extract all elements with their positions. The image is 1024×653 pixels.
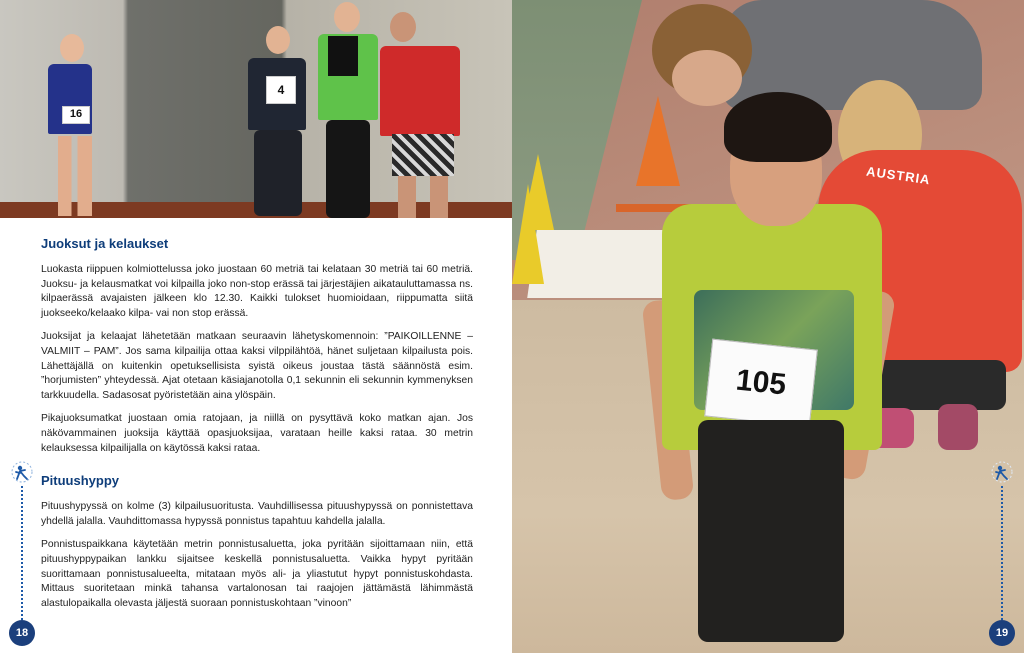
kid-pants [698, 420, 844, 642]
left-page-text [41, 236, 473, 620]
runner-bib-16: 16 [62, 106, 90, 124]
kid-bib: 105 [704, 339, 818, 428]
runner-red-shirt [370, 12, 480, 218]
running-photo [0, 0, 512, 218]
page-number-left: 18 [9, 620, 35, 646]
runner-bib-4: 4 [266, 76, 296, 104]
paragraph: Ponnistuspaikkana käytetään metrin ponnistusaluetta, joka pyritään sijoittamaan niin, että pituushyppypaikan lankku sijaitsee keskellä ponnistusaluetta. Vaikka hypyt pyritään suorittamaan ponnistusalueelta, mitataan myös ali- ja yliastutut hypyt ponnistuskohdasta. Mittaus suoritetaan minkä tahansa vartalonosan tai raajojen jättämästä lähimmästä alastulopaikalla olevasta jäljestä suoraan ponnistuskohtaan ”vinoon” [41, 539, 473, 609]
page-marker-line [21, 486, 23, 620]
pink-shoe [938, 404, 978, 450]
section-title-pituushyppy: Pituushyppy [41, 473, 120, 489]
mascot-icon [11, 461, 33, 483]
paragraph: Juoksijat ja kelaajat lähetetään matkaan seuraavin lähetyskomennoin: ”PAIKOILLENNE – VALMIIT – PAM”. Jos sama kilpailija ottaa kaksi vilppilähtöä, hänet suljetaan kilpailusta pois. Lähettäjällä on kuitenkin opetuksellisista syistä oikeus joustaa tästä säännöstä esim. ”horjumisten” yhteydessä. Ajat otetaan käsiajanotolla 0,1 sekunnin eli sekunnin kymmenyksen tarkkuudella. Sadasosat pyöristetään aina ylöspäin. [41, 331, 473, 401]
paragraph: Luokasta riippuen kolmiottelussa joko juostaan 60 metriä tai kelataan 30 metriä tai 60 metriä. Juoksu- ja kelausmatkat voi kilpailla joko non-stop erässä tai järjestäjien aikatauluttamassa ns. kilpaerässä avajaisten jälkeen klo 12.30. Kaikki tulokset huomioidaan, riippumatta siitä juokseeko/kelaako kilpa- vai non stop erässä. [41, 264, 473, 319]
right-page-photo [512, 0, 1024, 653]
page-marker-line [1001, 486, 1003, 620]
mascot-icon [991, 461, 1013, 483]
runner-girl [44, 34, 134, 218]
page-number-right: 19 [989, 620, 1015, 646]
paragraph: Pituushypyssä on kolme (3) kilpailusuoritusta. Vauhdillisessa pituushypyssä on ponnistettava yhdellä jalalla. Vauhdittomassa hypyssä ponnistus tapahtuu kahdella jalalla. [41, 501, 473, 527]
paragraph: Pikajuoksumatkat juostaan omia ratojaan, ja niillä on pysyttävä koko matkan ajan. Jos näkövammainen juoksija käyttää opasjuoksijaa, varataan heille kaksi rataa. 30 metrin kelauksessa kilpailijalla on käytössä kaksi rataa. [41, 413, 473, 454]
shirt-text: AUSTRIA [865, 163, 932, 188]
yellow-cone [512, 184, 544, 284]
orange-cone [636, 96, 680, 186]
section-title-juoksut: Juoksut ja kelaukset [41, 236, 169, 251]
